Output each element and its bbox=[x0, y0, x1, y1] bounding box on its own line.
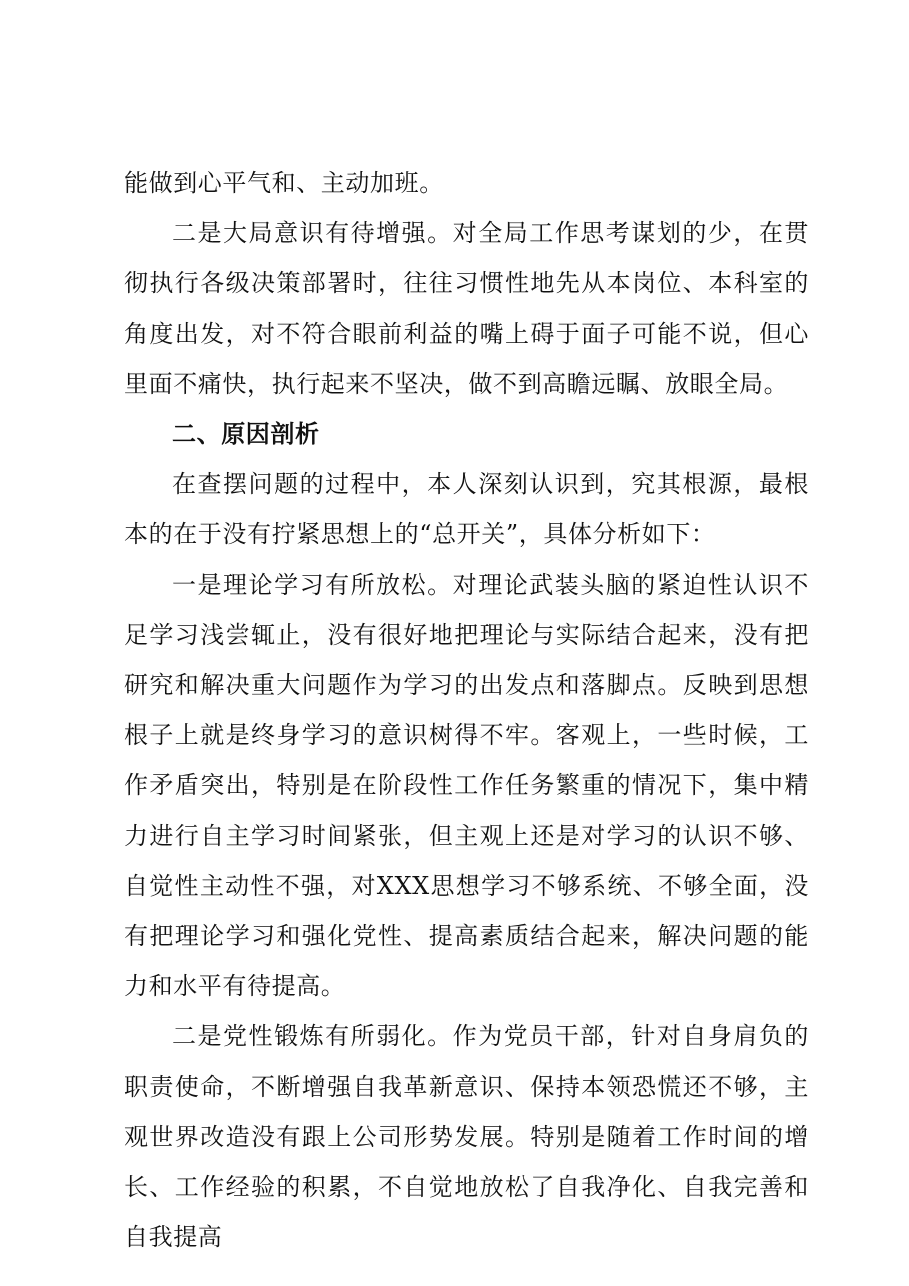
paragraph-cause-intro: 在查摆问题的过程中，本人深刻认识到，究其根源，最根本的在于没有拧紧思想上的“总开关”，具体分析如下： bbox=[124, 470, 809, 549]
paragraph-continuation: 能做到心平气和、主动加班。 bbox=[124, 169, 444, 197]
paragraph-theory-study: 一是理论学习有所放松。对理论武装头脑的紧迫性认识不足学习浅尝辄止，没有很好地把理论与实际结合起来，没有把研究和解决重大问题作为学习的出发点和落脚点。反映到思想根子上就是终身学习的意识树得不牢。客观上，一些时候，工作矛盾突出，特别是在阶段性工作任务繁重的情况下，集中精力进行自主学习时间紧张，但主观上还是对学习的认识不够、自觉性主动性不强，对XXX思想学习不够系统、不够全面，没有把理论学习和强化党性、提高素质结合起来，解决问题的能力和水平有待提高。 bbox=[124, 570, 809, 1001]
paragraph-party-spirit: 二是党性锻炼有所弱化。作为党员干部，针对自身肩负的职责使命，不断增强自我革新意识、保持本领恐慌还不够，主观世界改造没有跟上公司形势发展。特别是随着工作时间的增长、工作经验的积累，不自觉地放松了自我净化、自我完善和自我提高 bbox=[124, 1022, 809, 1252]
document-body bbox=[124, 158, 809, 1262]
section-heading-cause-analysis: 二、原因剖析 bbox=[172, 420, 320, 449]
paragraph-overall-awareness: 二是大局意识有待增强。对全局工作思考谋划的少，在贯彻执行各级决策部署时，往往习惯性地先从本岗位、本科室的角度出发，对不符合眼前利益的嘴上碍于面子可能不说，但心里面不痛快，执行起来不坚决，做不到高瞻远瞩、放眼全局。 bbox=[124, 219, 809, 398]
